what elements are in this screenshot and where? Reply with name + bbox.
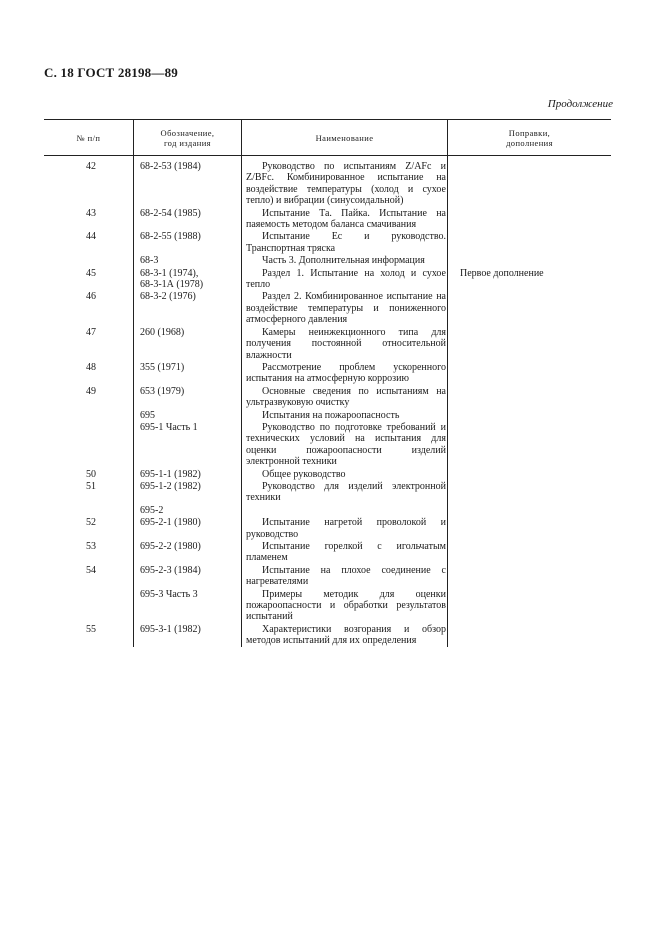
row-number: 50 (86, 468, 96, 480)
row-code (134, 481, 242, 504)
table-row (44, 327, 611, 361)
row-amendment: Первое дополнение (460, 267, 544, 279)
row-code (134, 291, 242, 325)
row-code (134, 327, 242, 361)
row-code-line: 68-3 (140, 255, 159, 267)
row-code-line: 695-1 Часть 1 (140, 421, 198, 433)
row-number: 44 (86, 231, 96, 243)
row-name: Испытание Та. Пайка. Испытание на паяемость методом баланса смачивания (246, 207, 446, 231)
row-amendment (448, 291, 611, 325)
row-code-line: 695 (140, 409, 155, 421)
column-divider (133, 156, 134, 647)
row-code (134, 541, 242, 564)
continuation-label: Продолжение (547, 98, 613, 110)
row-code-line: 68-2-53 (1984) (140, 161, 201, 172)
row-code (134, 410, 242, 421)
table-row (44, 255, 611, 266)
row-amendment (448, 327, 611, 361)
table-row (44, 268, 611, 291)
row-number (44, 422, 134, 468)
row-code-line: 695-2 (140, 504, 164, 516)
row-code-line: 68-3-2 (1976) (140, 291, 196, 303)
row-number (44, 589, 134, 623)
header-amend-line2: дополнения (506, 137, 553, 148)
header-code-line1: Обозначение, (160, 127, 215, 138)
table-row (44, 291, 611, 325)
row-code (134, 231, 242, 254)
row-code-line2: 68-3-1А (1978) (140, 279, 204, 291)
header-code-line2: год издания (164, 137, 211, 148)
row-number (44, 505, 134, 516)
header-code (134, 120, 242, 155)
table-row (44, 565, 611, 588)
row-code (134, 589, 242, 623)
row-name: Рассмотрение проблем ускоренного испытания на атмосферную коррозию (246, 361, 446, 385)
row-name: Испытание Ес и руководство. Транспортная тряска (246, 231, 446, 254)
row-amendment (448, 422, 611, 468)
header-amend (448, 120, 611, 155)
table-row (44, 505, 611, 516)
header-amend-line1: Поправки, (508, 127, 551, 138)
page-header: С. 18 ГОСТ 28198—89 (44, 65, 178, 80)
table-body (44, 156, 611, 647)
row-number: 46 (86, 291, 96, 303)
table-row (44, 541, 611, 564)
row-number (44, 410, 134, 421)
row-amendment (448, 565, 611, 588)
row-code (134, 517, 242, 540)
row-code-line: 355 (1971) (140, 361, 185, 373)
row-code (134, 469, 242, 480)
row-name: Руководство для изделий электронной техники (246, 480, 446, 504)
row-name: Раздел 1. Испытание на холод и сухое тепло (246, 267, 446, 291)
row-name: Испытания на пожароопасность (262, 409, 400, 421)
row-amendment (448, 541, 611, 564)
table-row (44, 422, 611, 468)
row-amendment (448, 505, 611, 516)
row-number: 43 (86, 207, 96, 219)
row-amendment (448, 231, 611, 254)
row-amendment (448, 362, 611, 385)
column-divider (241, 156, 242, 647)
table-row (44, 481, 611, 504)
row-code-line: 695-3 Часть 3 (140, 588, 198, 600)
row-number: 49 (86, 385, 96, 397)
table-row (44, 624, 611, 647)
row-name: Испытание горелкой с игольчатым пламенем (246, 541, 446, 564)
row-name: Общее руководство (262, 468, 346, 480)
table-row (44, 231, 611, 254)
row-amendment (448, 410, 611, 421)
row-code-line: 68-3-1 (1974), (140, 267, 199, 279)
row-amendment (448, 208, 611, 231)
row-code-line: 68-2-54 (1985) (140, 207, 201, 219)
row-number: 42 (86, 161, 96, 172)
table-row (44, 589, 611, 623)
row-amendment (448, 517, 611, 540)
row-code (134, 161, 242, 207)
row-code (134, 565, 242, 588)
row-name: Испытание на плохое соединение с нагревателями (246, 564, 446, 588)
row-number: 53 (86, 541, 96, 552)
row-code-line: 260 (1968) (140, 326, 185, 338)
row-name: Руководство по подготовке требований и технических условий на испытания для оценки пожароопасности изделий электронной техники (246, 421, 446, 468)
row-code-line: 695-2-1 (1980) (140, 517, 201, 529)
row-name: Камеры неинжекционного типа для получения постоянной относительной влажности (246, 326, 446, 361)
row-code-line: 68-2-55 (1988) (140, 231, 201, 243)
row-code-line: 695-1-1 (1982) (140, 468, 201, 480)
row-number: 48 (86, 361, 96, 373)
table-row (44, 469, 611, 480)
row-number: 52 (86, 517, 96, 529)
row-code-line: 695-3-1 (1982) (140, 623, 201, 635)
row-number: 45 (86, 267, 96, 279)
row-amendment (448, 469, 611, 480)
row-number (44, 255, 134, 266)
row-code-line: 695-2-3 (1984) (140, 564, 201, 576)
row-number: 47 (86, 326, 96, 338)
row-name: Раздел 2. Комбинированное испытание на воздействие температуры и пониженного атмосферного давления (246, 291, 446, 326)
row-code (134, 208, 242, 231)
row-code-line: 695-2-2 (1980) (140, 541, 201, 552)
row-number: 51 (86, 480, 96, 492)
table-row (44, 362, 611, 385)
row-name: Основные сведения по испытаниям на ультразвуковую очистку (246, 385, 446, 409)
row-name: Часть 3. Дополнительная информация (262, 255, 425, 267)
row-code (134, 255, 242, 266)
row-amendment (448, 481, 611, 504)
table-row (44, 161, 611, 207)
row-name (242, 505, 448, 516)
standards-table (44, 119, 611, 648)
row-code-line: 653 (1979) (140, 385, 185, 397)
table-row (44, 517, 611, 540)
row-name: Руководство по испытаниям Z/AFc и Z/BFc. Комбинированное испытание на воздействие температуры (холод и сухое тепло) и вибрации (синусоидальной) (246, 161, 446, 207)
row-code (134, 362, 242, 385)
table-row (44, 386, 611, 409)
row-code (134, 422, 242, 468)
row-code (134, 624, 242, 647)
row-amendment (448, 255, 611, 266)
row-amendment (448, 161, 611, 207)
table-row (44, 410, 611, 421)
row-number: 55 (86, 623, 96, 635)
row-number: 54 (86, 564, 96, 576)
row-code (134, 386, 242, 409)
header-name: Наименование (242, 120, 448, 155)
row-name: Примеры методик для оценки пожароопасности и обработки результатов испытаний (246, 588, 446, 623)
row-name: Характеристики возгорания и обзор методов испытаний для их определения (246, 623, 446, 647)
row-code-line: 695-1-2 (1982) (140, 480, 201, 492)
table-header (44, 119, 611, 156)
row-amendment (448, 386, 611, 409)
row-amendment (448, 624, 611, 647)
row-code (134, 268, 242, 291)
row-code (134, 505, 242, 516)
row-amendment (448, 589, 611, 623)
table-row (44, 208, 611, 231)
row-name: Испытание нагретой проволокой и руководство (246, 517, 446, 540)
column-divider (447, 156, 448, 647)
header-num: № п/п (44, 120, 134, 155)
